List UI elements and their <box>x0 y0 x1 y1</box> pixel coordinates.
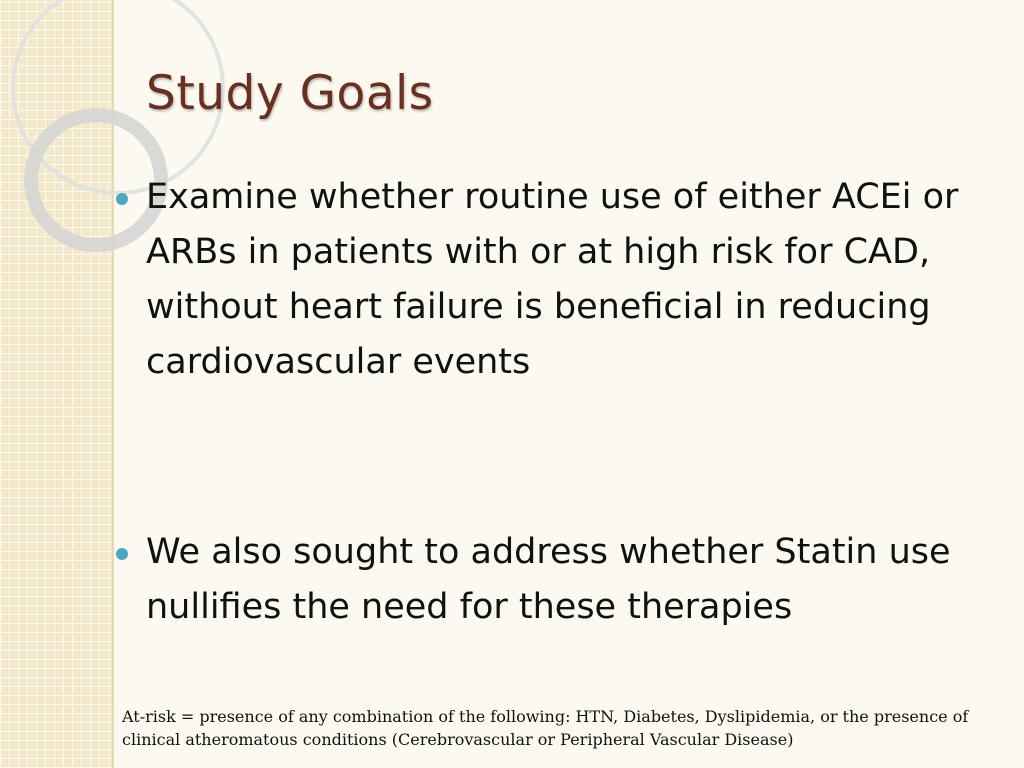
slide-title: Study Goals <box>146 66 434 121</box>
bullet-text: Examine whether routine use of either ACEi or ARBs in patients with or at high risk for CAD, without heart failure is beneficial in reducing cardiovascular events <box>146 177 959 382</box>
bullet-item-study-goal <box>146 170 986 390</box>
bullet-icon <box>116 548 128 560</box>
bullet-item-statin-goal <box>146 525 986 635</box>
bullet-icon <box>116 193 128 205</box>
bullet-text: We also sought to address whether Statin use nullifies the need for these therapies <box>146 532 951 627</box>
sidebar-divider <box>112 0 114 768</box>
decorative-sidebar <box>0 0 113 768</box>
footnote: At-risk = presence of any combination of the following: HTN, Diabetes, Dyslipidemia, or the presence of clinical atheromatous conditions (Cerebrovascular or Peripheral Vascular Disease) <box>122 707 969 749</box>
